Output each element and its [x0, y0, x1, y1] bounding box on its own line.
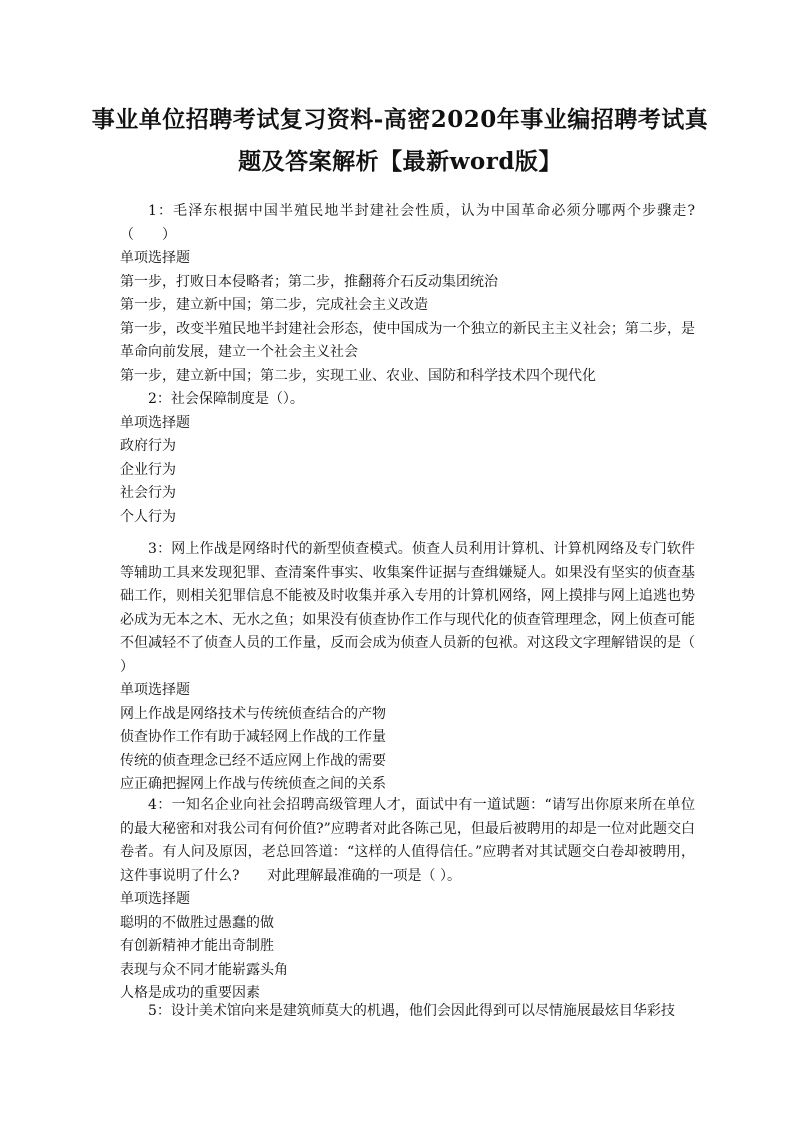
question-stem: 2：社会保障制度是（）。: [148, 391, 304, 407]
question-type: 单项选择题: [120, 250, 190, 266]
option-c: 传统的侦查理念已经不适应网上作战的需要: [120, 752, 386, 769]
question-type: 单项选择题: [120, 414, 190, 431]
option-a: 聪明的不做胜过愚蠢的做: [120, 914, 274, 931]
option-b: 企业行为: [120, 461, 176, 478]
option-b: 第一步，建立新中国；第二步，完成社会主义改造: [120, 297, 428, 313]
question-2: [120, 388, 695, 529]
question-4: [120, 794, 695, 1006]
question-type: 单项选择题: [120, 891, 190, 907]
question-stem: 3：网上作战是网络时代的新型侦查模式。侦查人员利用计算机、计算机网络及专门软件等辅助工具来发现犯罪、查清案件事实、收集案件证据与查缉嫌疑人。如果没有坚实的侦查基础工作，则相关犯罪信息不能被及时收集并承入专用的计算机网络，网上摸排与网上追逃也势必成为无本之木、无水之鱼；如果没有侦查协作工作与现代化的侦查管理理念，网上侦查可能不但减轻不了侦查人员的工作量，反而会成为侦查人员新的包袱。对这段文字理解错误的是（ ）: [120, 541, 695, 675]
question-stem: 1：毛泽东根据中国半殖民地半封建社会性质，认为中国革命必须分哪两个步骤走?（ ）: [120, 203, 695, 243]
document-title-line-2: 题及答案解析【最新word版】: [238, 148, 562, 175]
option-d: 人格是成功的重要因素: [120, 985, 260, 1001]
option-d: 个人行为: [120, 508, 176, 525]
option-c: 表现与众不同才能崭露头角: [120, 961, 288, 978]
option-d: 应正确把握网上作战与传统侦查之间的关系: [120, 776, 386, 792]
option-b: 侦查协作工作有助于减轻网上作战的工作量: [120, 729, 386, 745]
option-a: 政府行为: [120, 438, 176, 454]
question-5: [120, 1000, 695, 1024]
option-a: 第一步，打败日本侵略者；第二步，推翻蒋介石反动集团统治: [120, 273, 498, 290]
document-title-line-1: 事业单位招聘考试复习资料-高密2020年事业编招聘考试真: [91, 106, 709, 133]
question-stem: 5：设计美术馆向来是建筑师莫大的机遇，他们会因此得到可以尽情施展最炫目华彩技: [148, 1003, 675, 1019]
question-stem: 4：一知名企业向社会招聘高级管理人才，面试中有一道试题：“请写出你原来所在单位的最大秘密和对我公司有何价值?”应聘者对此各陈己见，但最后被聘用的却是一位对此题交白卷者。有人问及原因，老总回答道：“这样的人值得信任。”应聘者对其试题交白卷却被聘用，这件事说明了什么? 对此理解最准确的一项是（ ）。: [120, 797, 695, 884]
option-d: 第一步，建立新中国；第二步，实现工业、农业、国防和科学技术四个现代化: [120, 367, 596, 384]
option-c: 第一步，改变半殖民地半封建社会形态，使中国成为一个独立的新民主主义社会；第二步，是革命向前发展，建立一个社会主义社会: [120, 320, 695, 360]
question-1: [120, 200, 695, 388]
question-type: 单项选择题: [120, 682, 190, 698]
option-c: 社会行为: [120, 485, 176, 501]
question-3: [120, 538, 695, 797]
option-a: 网上作战是网络技术与传统侦查结合的产物: [120, 705, 386, 722]
option-b: 有创新精神才能出奇制胜: [120, 938, 274, 954]
